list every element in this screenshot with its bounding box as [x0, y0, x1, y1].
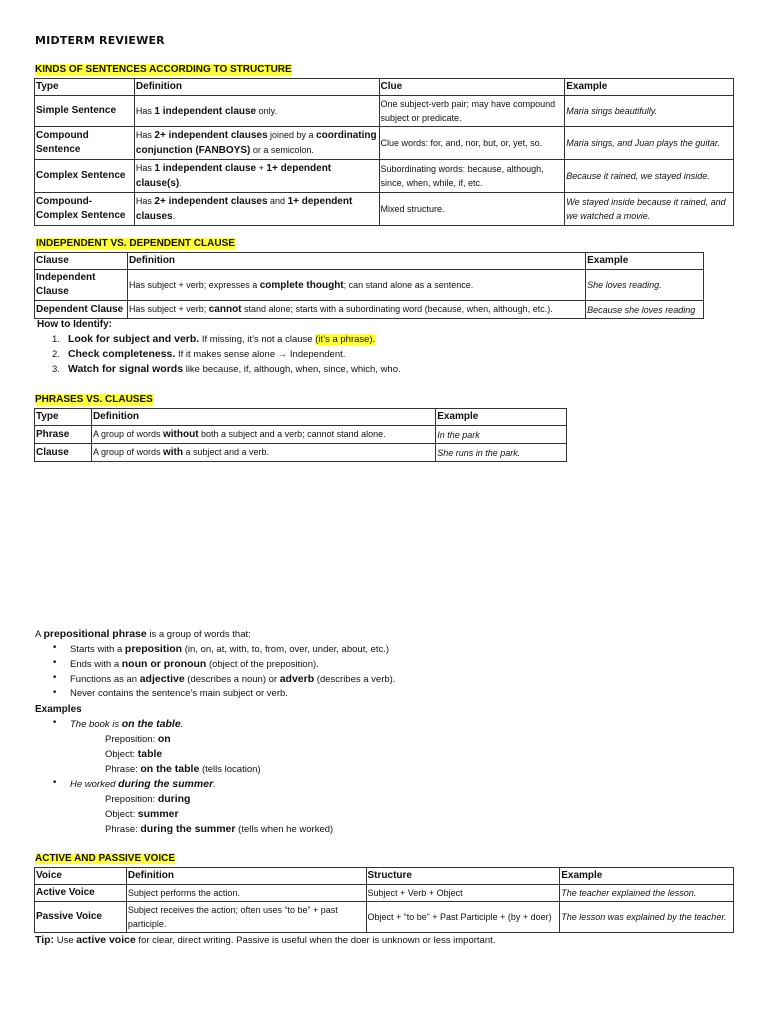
cell-example: Because she loves reading — [586, 301, 704, 319]
cell-structure: Subject + Verb + Object — [366, 885, 560, 902]
cell-example: Maria sings, and Juan plays the guitar. — [565, 127, 734, 160]
cell-definition: A group of words without both a subject and a verb; cannot stand alone. — [91, 426, 435, 444]
cell-clue: Subordinating words: because, although, since, when, while, if, etc. — [379, 160, 565, 193]
table-row — [35, 160, 734, 193]
table-header-row — [35, 409, 567, 426]
section-heading-voice: ACTIVE AND PASSIVE VOICE — [35, 853, 176, 864]
header-definition: Definition — [126, 868, 366, 885]
example-object: Object: summer — [105, 808, 179, 820]
table-row — [35, 193, 734, 226]
sentence-structure-table — [34, 78, 734, 226]
cell-example: The lesson was explained by the teacher. — [560, 902, 734, 933]
bullet-icon: • — [52, 658, 58, 668]
list-item: 3. Watch for signal words like because, if, although, when, since, which, who. — [52, 363, 401, 375]
table-header-row — [35, 253, 704, 270]
example-preposition: Preposition: during — [105, 793, 191, 805]
cell-definition: Subject performs the action. — [126, 885, 366, 902]
bullet-icon: • — [52, 643, 58, 653]
header-example: Example — [565, 79, 734, 96]
cell-type: Compound-Complex Sentence — [35, 193, 135, 226]
bullet-icon: • — [52, 673, 58, 683]
cell-clue: Mixed structure. — [379, 193, 565, 226]
cell-type: Passive Voice — [35, 902, 127, 933]
section-heading-sentence-structure: KINDS OF SENTENCES ACCORDING TO STRUCTURE — [35, 64, 292, 75]
cell-definition: Has 2+ independent clauses and 1+ dependent clauses. — [134, 193, 379, 226]
header-type: Type — [35, 409, 92, 426]
table-row — [35, 444, 567, 462]
cell-clue: One subject-verb pair; may have compound subject or predicate. — [379, 96, 565, 127]
header-definition: Definition — [127, 253, 585, 270]
header-definition: Definition — [134, 79, 379, 96]
cell-definition: A group of words with a subject and a verb. — [91, 444, 435, 462]
table-row — [35, 127, 734, 160]
cell-definition: Has 2+ independent clauses joined by a coordinating conjunction (FANBOYS) or a semicolon. — [134, 127, 379, 160]
section-heading-phrases: PHRASES VS. CLAUSES — [35, 394, 153, 405]
header-clue: Clue — [379, 79, 565, 96]
header-clause: Clause — [35, 253, 128, 270]
clause-table — [34, 252, 704, 319]
list-item: Never contains the sentence’s main subject or verb. — [70, 688, 288, 699]
examples-heading: Examples — [35, 704, 82, 715]
table-row — [35, 885, 734, 902]
cell-type: Complex Sentence — [35, 160, 135, 193]
table-row — [35, 426, 567, 444]
table-row — [35, 301, 704, 319]
example-phrase: Phrase: on the table (tells location) — [105, 763, 261, 775]
cell-example: She loves reading. — [586, 270, 704, 301]
cell-definition: Has 1 independent clause only. — [134, 96, 379, 127]
page-title: MIDTERM REVIEWER — [35, 34, 165, 47]
tip-text: Tip: Use active voice for clear, direct writing. Passive is useful when the doer is unknown or less important. — [35, 934, 496, 946]
cell-type: Active Voice — [35, 885, 127, 902]
table-row — [35, 902, 734, 933]
example-sentence: The book is on the table. — [70, 718, 184, 730]
cell-type: Simple Sentence — [35, 96, 135, 127]
cell-example: Maria sings beautifully. — [565, 96, 734, 127]
cell-definition: Has subject + verb; expresses a complete thought; can stand alone as a sentence. — [127, 270, 585, 301]
header-type: Type — [35, 79, 135, 96]
header-example: Example — [586, 253, 704, 270]
header-definition: Definition — [91, 409, 435, 426]
cell-type: Clause — [35, 444, 92, 462]
header-example: Example — [560, 868, 734, 885]
bullet-icon: • — [52, 778, 58, 788]
list-item: 1. Look for subject and verb. If missing, it’s not a clause (it’s a phrase). — [52, 333, 376, 345]
list-item: 2. Check completeness. If it makes sense alone → Independent. — [52, 348, 346, 360]
header-structure: Structure — [366, 868, 560, 885]
table-row — [35, 96, 734, 127]
bullet-icon: • — [52, 688, 58, 698]
example-phrase: Phrase: during the summer (tells when he worked) — [105, 823, 334, 835]
cell-type: Dependent Clause — [35, 301, 128, 319]
table-header-row — [35, 868, 734, 885]
prep-intro: A prepositional phrase is a group of words that: — [35, 628, 251, 640]
example-preposition: Preposition: on — [105, 733, 171, 745]
header-example: Example — [436, 409, 567, 426]
cell-type: Independent Clause — [35, 270, 128, 301]
list-item: Functions as an adjective (describes a noun) or adverb (describes a verb). — [70, 673, 396, 685]
phrases-table — [34, 408, 567, 462]
bullet-icon: • — [52, 718, 58, 728]
voice-table — [34, 867, 734, 933]
cell-type: Compound Sentence — [35, 127, 135, 160]
cell-clue: Clue words: for, and, nor, but, or, yet, so. — [379, 127, 565, 160]
cell-example: In the park — [436, 426, 567, 444]
cell-definition: Has 1 independent clause + 1+ dependent clause(s). — [134, 160, 379, 193]
table-header-row — [35, 79, 734, 96]
cell-structure: Object + “to be” + Past Participle + (by + doer) — [366, 902, 560, 933]
list-item: Starts with a preposition (in, on, at, with, to, from, over, under, about, etc.) — [70, 643, 390, 655]
header-voice: Voice — [35, 868, 127, 885]
cell-definition: Has subject + verb; cannot stand alone; starts with a subordinating word (because, when, although, etc.). — [127, 301, 585, 319]
cell-definition: Subject receives the action; often uses “to be” + past participle. — [126, 902, 366, 933]
example-object: Object: table — [105, 748, 163, 760]
cell-type: Phrase — [35, 426, 92, 444]
cell-example: She runs in the park. — [436, 444, 567, 462]
cell-example: Because it rained, we stayed inside. — [565, 160, 734, 193]
list-item: Ends with a noun or pronoun (object of the preposition). — [70, 658, 319, 670]
cell-example: The teacher explained the lesson. — [560, 885, 734, 902]
example-sentence: He worked during the summer. — [70, 778, 216, 790]
table-row — [35, 270, 704, 301]
section-heading-clauses: INDEPENDENT VS. DEPENDENT CLAUSE — [36, 238, 235, 249]
how-to-identify-heading: How to Identify: — [37, 319, 112, 330]
cell-example: We stayed inside because it rained, and we watched a movie. — [565, 193, 734, 226]
